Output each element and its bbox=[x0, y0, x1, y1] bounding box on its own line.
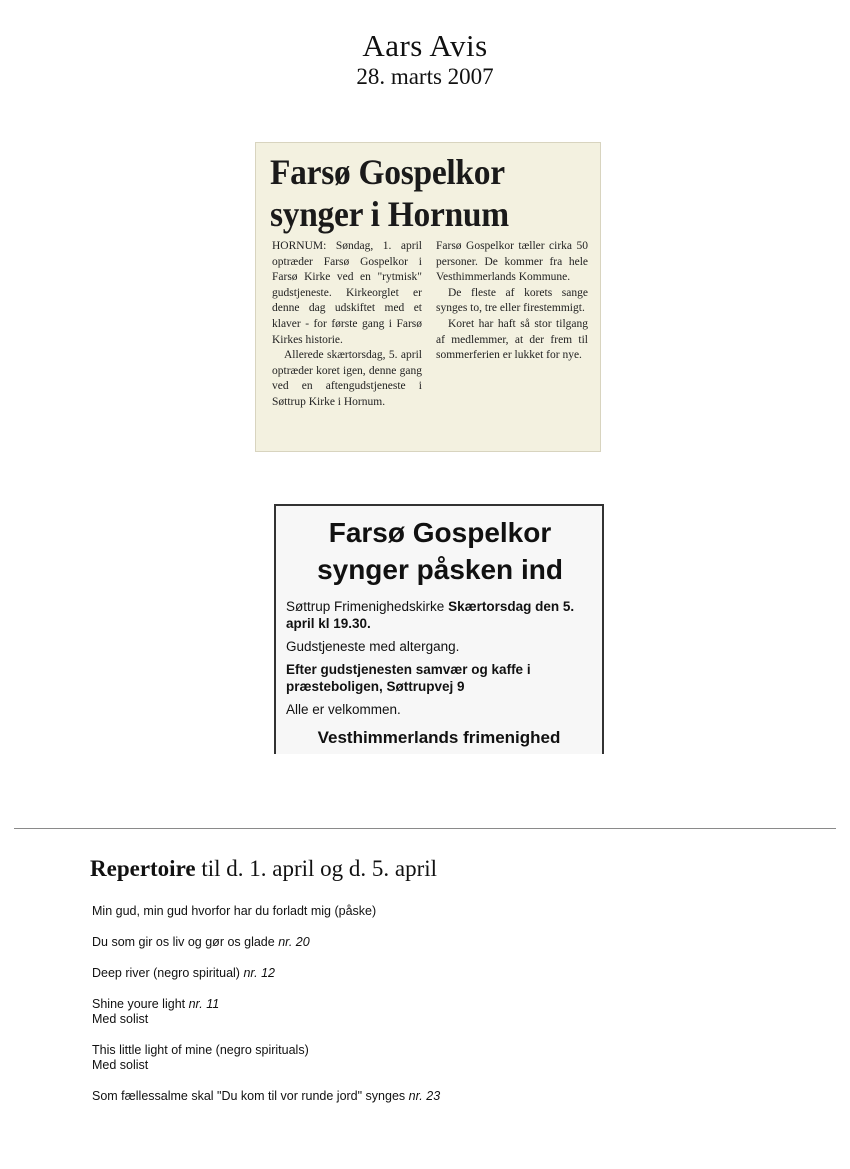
announcement-church: Søttrup Frimenighedskirke bbox=[286, 599, 445, 614]
song-note: Med solist bbox=[92, 1058, 149, 1072]
song-number: nr. 20 bbox=[278, 935, 310, 949]
repertoire-heading-rest: til d. 1. april og d. 5. april bbox=[201, 856, 438, 881]
article-paragraph: Allerede skærtorsdag, 5. april optræder koret igen, denne gang ved en aftengudstjeneste i Søttrup Kirke i Hornum. bbox=[272, 349, 422, 408]
newspaper-clipping-article bbox=[256, 143, 600, 451]
list-item bbox=[92, 1089, 792, 1104]
list-item bbox=[92, 1043, 792, 1073]
announcement-welcome: Alle er velkommen. bbox=[286, 702, 401, 717]
list-item bbox=[92, 935, 792, 950]
song-title: Du som gir os liv og gør os glade bbox=[92, 935, 275, 949]
song-title: Min gud, min gud hvorfor har du forladt mig (påske) bbox=[92, 904, 377, 918]
repertoire-heading-bold: Repertoire bbox=[90, 856, 196, 881]
song-number: nr. 12 bbox=[243, 966, 275, 980]
publication-date: 28. marts 2007 bbox=[356, 64, 494, 89]
announcement-time-place bbox=[286, 598, 592, 632]
article-paragraph: De fleste af korets sange synges to, tre eller firestemmigt. bbox=[436, 286, 588, 315]
list-item bbox=[92, 997, 792, 1027]
list-item bbox=[92, 966, 792, 981]
list-item bbox=[92, 904, 792, 919]
song-title: This little light of mine (negro spirituals) bbox=[92, 1043, 309, 1057]
repertoire-list bbox=[92, 904, 792, 1120]
article-column-2 bbox=[436, 239, 588, 364]
song-note: Med solist bbox=[92, 1012, 149, 1026]
announcement-footer: Vesthimmerlands frimenighed bbox=[317, 728, 561, 747]
announcement-after: Efter gudstjenesten samvær og kaffe i præsteboligen, Søttrupvej 9 bbox=[286, 662, 531, 694]
announcement-headline: Farsø Gospelkor synger påsken ind bbox=[317, 517, 563, 585]
song-title: Shine youre light bbox=[92, 997, 186, 1011]
article-headline: Farsø Gospelkor synger i Hornum bbox=[270, 152, 509, 234]
announcement-body bbox=[286, 598, 592, 724]
newspaper-title: Aars Avis bbox=[362, 28, 488, 63]
song-title: Som fællessalme skal "Du kom til vor runde jord" synges bbox=[92, 1089, 406, 1103]
article-paragraph: Farsø Gospelkor tæller cirka 50 personer. De kommer fra hele Vesthimmerlands Kommune. bbox=[436, 240, 588, 284]
song-number: nr. 23 bbox=[408, 1089, 441, 1103]
announcement-datetime: Skærtorsdag den 5. april kl 19.30. bbox=[286, 599, 575, 631]
section-divider bbox=[14, 828, 836, 829]
newspaper-clipping-announcement bbox=[274, 504, 604, 754]
song-title: Deep river (negro spiritual) bbox=[92, 966, 240, 980]
article-paragraph: Koret har haft så stor tilgang af medlemmer, at der frem til sommerferien er lukket for nye. bbox=[436, 317, 588, 362]
article-column-1 bbox=[272, 239, 422, 411]
repertoire-heading bbox=[90, 856, 437, 882]
article-paragraph: HORNUM: Søndag, 1. april optræder Farsø Gospelkor i Farsø Kirke ved en "rytmisk" gudstjeneste. Kirkeorglet er denne dag udskiftet med et klaver - for første gang i Farsø Kirkes historie. bbox=[272, 240, 422, 346]
announcement-service: Gudstjeneste med altergang. bbox=[286, 639, 460, 654]
song-number: nr. 11 bbox=[188, 997, 220, 1011]
